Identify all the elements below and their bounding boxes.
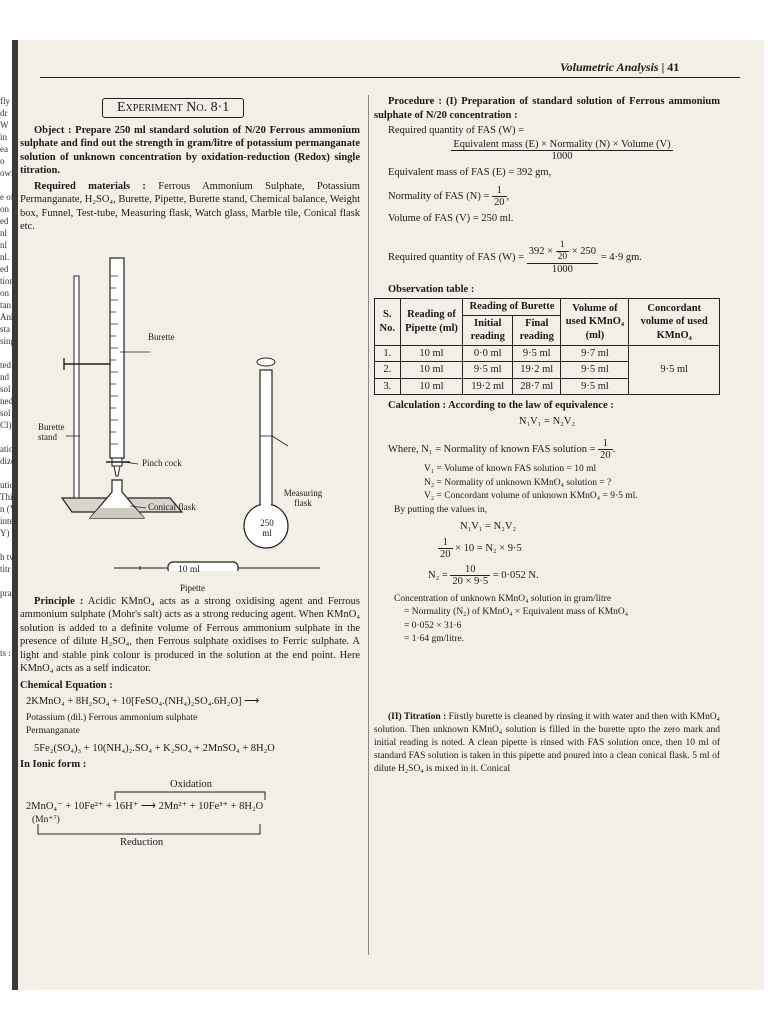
procedure-label: Procedure : xyxy=(388,96,442,107)
redox-brackets xyxy=(20,778,360,850)
step-2 xyxy=(428,564,720,587)
ionic-equation: 2MnO₄⁻ + 10Fe²⁺ + 16H⁺ ⟶ 2Mn²⁺ + 10Fe³⁺ + 8H₂O xyxy=(26,800,264,812)
n1-den: 20 xyxy=(600,450,611,461)
cell: 9·7 ml xyxy=(561,345,629,362)
calc-result: = 4·9 gm. xyxy=(600,251,642,263)
v1-line: V₁ = Volume of known FAS solution = 10 ml xyxy=(424,464,597,474)
fragment-text: ed xyxy=(0,216,9,226)
fragment-text: inter xyxy=(0,516,17,526)
n2-den: 20 × 9·5 xyxy=(452,575,489,587)
formula-numerator: Equivalent mass (E) × Normality (N) × Volume (V) xyxy=(453,138,671,150)
th-concordant: Concordant volume of used KMnO₄ xyxy=(629,299,720,346)
label-conical-flask: Conical flask xyxy=(148,501,196,512)
chemical-equation-label: Chemical Equation : xyxy=(20,679,113,691)
object-paragraph xyxy=(20,124,360,178)
reduction-label: Reduction xyxy=(120,836,164,848)
fragment-text: W xyxy=(0,120,9,130)
n2-line: N₂ = Normality of unknown KMnO₄ solution = ? xyxy=(424,477,612,488)
cell: 2. xyxy=(375,362,401,379)
th-final: Final reading xyxy=(513,315,561,345)
formula xyxy=(404,139,720,162)
fragment-text: sing xyxy=(0,336,16,346)
apparatus-figure xyxy=(20,236,360,571)
fragment-text: in xyxy=(0,132,8,142)
th-burette-group: Reading of Burette xyxy=(463,299,561,316)
fragment-text: tion xyxy=(0,276,15,286)
cell: 9·5 ml xyxy=(561,378,629,395)
redox-diagram xyxy=(20,778,360,850)
label-burette-stand: Burette stand xyxy=(38,421,65,442)
fragment-text: Thi xyxy=(0,492,13,502)
concentration-1: = Normality (N₂) of KMnO₄ × Equivalent mass of KMnO₄ xyxy=(404,607,629,617)
fragment-text: tan xyxy=(0,300,11,310)
fragment-text: nl. xyxy=(0,252,10,262)
principle-text: Acidic KMnO₄ acts as a strong oxidising agent and Ferrous ammonium sulphate (Mohr's salt) acts as a strong reducing agent. When KMnO₄ solution is added to a definite volume of Ferrous ammonium sulphate in the presence of dilute H₂SO₄, then Ferrous sulphate oxidises to Ferric sulphate. A light and stable pink colour is produced in the solution at the end point. Here KMnO₄ acts as a self indicator. xyxy=(20,595,361,674)
concordant-cell: 9·5 ml xyxy=(629,345,720,395)
normality-den: 20 xyxy=(494,197,505,208)
cell: 9·5 ml xyxy=(513,345,561,362)
fragment-text: nd xyxy=(0,372,9,382)
th-initial: Initial reading xyxy=(463,315,513,345)
mn-oxidation-state: (Mn⁺⁷) xyxy=(32,814,60,825)
cell: 10 ml xyxy=(400,345,463,362)
calc-inner-den: 20 xyxy=(557,251,568,262)
object-label: Object : xyxy=(34,124,72,136)
required-quantity-calc xyxy=(388,240,720,275)
normality-line: Normality of FAS (N) = $\frac{1}{20}$ , xyxy=(388,185,510,208)
fragment-text: ts : xyxy=(0,648,11,658)
label-flask-volume: 250 xyxy=(260,517,274,528)
fragment-text: h tw xyxy=(0,552,16,562)
fragment-text: on xyxy=(0,288,9,298)
page-number: 41 xyxy=(667,60,680,74)
fragment-text: titr xyxy=(0,564,11,574)
fragment-text: o xyxy=(0,156,5,166)
calc-denominator: 1000 xyxy=(551,263,573,275)
v2-line: V₂ = Concordant volume of unknown KMnO₄ = 9·5 ml. xyxy=(424,491,638,501)
th-pipette: Reading of Pipette (ml) xyxy=(400,299,463,346)
materials-paragraph xyxy=(20,180,360,234)
concentration-label: Concentration of unknown KMnO₄ solution in gram/litre xyxy=(394,593,612,604)
apparatus-drawing xyxy=(20,236,360,571)
label-flask-unit: ml xyxy=(262,527,272,538)
equivalent-mass: Equivalent mass of FAS (E) = 392 gm, xyxy=(388,166,552,178)
normality-prefix: Normality of FAS (N) = xyxy=(388,190,490,202)
required-quantity-line: Required quantity of FAS (W) = xyxy=(388,125,525,136)
fragment-text: owi xyxy=(0,168,14,178)
observation-table xyxy=(374,298,720,395)
cell: 19·2 ml xyxy=(513,362,561,379)
experiment-title: Experiment No. 8·1 xyxy=(102,98,244,118)
measuring-flask-neck xyxy=(260,370,272,514)
cell: 10 ml xyxy=(400,378,463,395)
calc-prefix: Required quantity of FAS (W) = xyxy=(388,251,525,263)
fragment-text: fly xyxy=(0,96,10,106)
pipette-labels xyxy=(20,565,360,595)
volume-line: Volume of FAS (V) = 250 ml. xyxy=(388,213,514,224)
label-pinch-cock: Pinch cock xyxy=(142,457,182,468)
th-sno: S. No. xyxy=(375,299,401,346)
equivalence-law: N₁V₁ = N₂V₂ xyxy=(518,415,576,427)
n2-result: = 0·052 N. xyxy=(492,569,539,581)
step1-den: 20 xyxy=(440,548,451,560)
step1-num: 1 xyxy=(438,537,453,549)
principle-label: Principle : xyxy=(34,595,84,607)
label-measuring-flask: Measuring flask xyxy=(283,487,323,508)
fragment-text: ed xyxy=(0,264,9,274)
n2-prefix: N₂ = xyxy=(428,569,448,581)
object-text: Prepare 250 ml standard solution of N/20 Ferrous ammonium sulphate and find out the strength in gram/litre of potassium permanganate solution of unknown concentration by oxidation-reduction (Redox) single titration. xyxy=(20,124,360,176)
procedure-heading-text: (I) Preparation of standard solution of Ferrous ammonium sulphate of N/20 concentration : xyxy=(374,96,721,121)
header-title: Volumetric Analysis xyxy=(560,60,659,74)
fragment-text: utio xyxy=(0,480,15,490)
cell: 10 ml xyxy=(400,362,463,379)
fragment-text: Cl) xyxy=(0,420,12,430)
law-repeat: N₁V₁ = N₂V₂ xyxy=(460,521,517,532)
titration-label: (II) Titration : xyxy=(388,711,447,722)
label-pipette-volume: 10 ml xyxy=(178,564,200,575)
cell: 0·0 ml xyxy=(463,345,513,362)
header-rule xyxy=(40,77,740,78)
right-column xyxy=(374,95,720,778)
step1-suffix: × 10 = N₂ × 9·5 xyxy=(455,542,522,554)
fragment-text: e of xyxy=(0,192,14,202)
titration-paragraph xyxy=(374,711,720,776)
calculation-label: Calculation : According to the law of equivalence : xyxy=(388,400,614,411)
normality-num: 1 xyxy=(492,185,507,197)
principle-paragraph xyxy=(20,595,360,676)
cell: 3. xyxy=(375,378,401,395)
fragment-text: ned xyxy=(0,396,13,406)
equation-line-3: Permanganate xyxy=(26,726,80,736)
materials-label: Required materials : xyxy=(34,180,146,192)
fragment-text: ea xyxy=(0,144,8,154)
step-1 xyxy=(438,537,720,560)
titration-text: Firstly burette is cleaned by rinsing it with water and then with KMnO₄ solution. Then unknown KMnO₄ solution is filled in the burette upto the zero mark and initial reading is noted. A clean pipette is rinsed with FAS solution once, then 10 ml of standard FAS solution is taken in this pipette and poured into a clean conical flask. 5 ml of dilute H₂SO₄ is mixed in it. Conical xyxy=(374,711,720,774)
column-divider xyxy=(368,95,369,955)
fragment-text: nl xyxy=(0,228,8,238)
stand-rod xyxy=(74,276,79,498)
oxidation-label: Oxidation xyxy=(170,778,212,790)
n2-num: 10 xyxy=(450,564,490,576)
fragment-text: nl xyxy=(0,240,8,250)
fragment-text: Y) i xyxy=(0,528,15,538)
concentration-2: = 0·052 × 31·6 xyxy=(404,620,462,631)
fragment-text: Anh xyxy=(0,312,16,322)
fragment-text: dr xyxy=(0,108,8,118)
left-column xyxy=(20,98,360,850)
cell: 9·5 ml xyxy=(561,362,629,379)
label-pipette: Pipette xyxy=(180,582,205,593)
fragment-text: sol xyxy=(0,408,11,418)
running-header: Volumetric Analysis | 41 xyxy=(560,60,680,74)
equation-line-1: 2KMnO₄ + 8H₂SO₄ + 10[FeSO₄.(NH₄)₂SO₄.6H₂O] ⟶ xyxy=(26,696,260,707)
where-n1-text: Where, N₁ = Normality of known FAS solution = xyxy=(388,443,596,455)
fragment-text: ation xyxy=(0,444,18,454)
cell: 1. xyxy=(375,345,401,362)
fragment-text: ted xyxy=(0,360,11,370)
equation-line-4: 5Fe₂(SO₄)₃ + 10(NH₄)₂.SO₄ + K₂SO₄ + 2MnSO₄ + 8H₂O xyxy=(34,742,275,754)
calc-num-a: 392 × xyxy=(528,245,554,257)
fragment-text: dize xyxy=(0,456,15,466)
fragment-text: sta xyxy=(0,324,10,334)
calc-num-b: × 250 xyxy=(571,245,597,257)
procedure-heading xyxy=(374,95,720,122)
calc-inner-num: 1 xyxy=(556,240,570,252)
fragment-text: prac xyxy=(0,588,16,598)
label-burette: Burette xyxy=(148,331,175,342)
where-n1: Where, N₁ = Normality of known FAS solution = $\frac{1}{20}$ . xyxy=(388,438,616,461)
equation-line-2: Potassium (dil.) Ferrous ammonium sulphate xyxy=(26,712,198,723)
fragment-text: sol xyxy=(0,384,11,394)
concentration-3: = 1·64 gm/litre. xyxy=(404,634,464,644)
formula-denominator: 1000 xyxy=(551,150,573,162)
materials-text: Ferrous Ammonium Sulphate, Potassium Permanganate, H₂SO₄, Burette, Pipette, Burette stand, Chemical balance, Weight box, Funnel, Test-tube, Measuring flask, Watch glass, Marble tile, Conical flask etc. xyxy=(20,180,361,232)
fragment-text: n (Y xyxy=(0,504,17,514)
n1-num: 1 xyxy=(598,438,613,450)
cell: 9·5 ml xyxy=(463,362,513,379)
ionic-form-label: In Ionic form : xyxy=(20,759,87,770)
fragment-text: on xyxy=(0,204,9,214)
cell: 19·2 ml xyxy=(463,378,513,395)
th-volume: Volume of used KMnO₄ (ml) xyxy=(561,299,629,346)
cell: 28·7 ml xyxy=(513,378,561,395)
table-row xyxy=(375,345,720,362)
putting-values: By putting the values in, xyxy=(394,504,488,515)
observation-label: Observation table : xyxy=(388,283,475,295)
